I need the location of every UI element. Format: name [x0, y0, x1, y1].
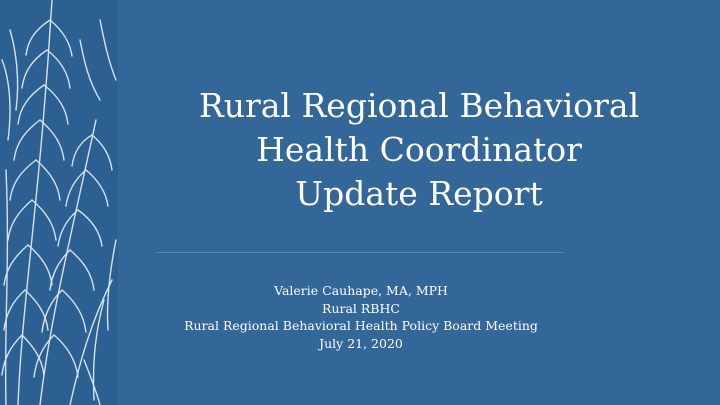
title-line-2: Health Coordinator	[256, 130, 582, 169]
title-divider	[156, 252, 564, 253]
botanical-fern-icon	[0, 0, 118, 405]
botanical-panel	[0, 0, 118, 405]
slide-subtitle	[118, 282, 604, 352]
title-line-1: Rural Regional Behavioral	[198, 86, 640, 125]
presenter-name: Valerie Cauhape, MA, MPH	[274, 283, 448, 298]
meeting-name: Rural Regional Behavioral Health Policy Board Meeting	[184, 318, 538, 333]
title-line-3: Update Report	[295, 174, 543, 213]
presenter-role: Rural RBHC	[322, 300, 400, 316]
meeting-date: July 21, 2020	[319, 335, 403, 351]
slide-title	[118, 84, 720, 216]
